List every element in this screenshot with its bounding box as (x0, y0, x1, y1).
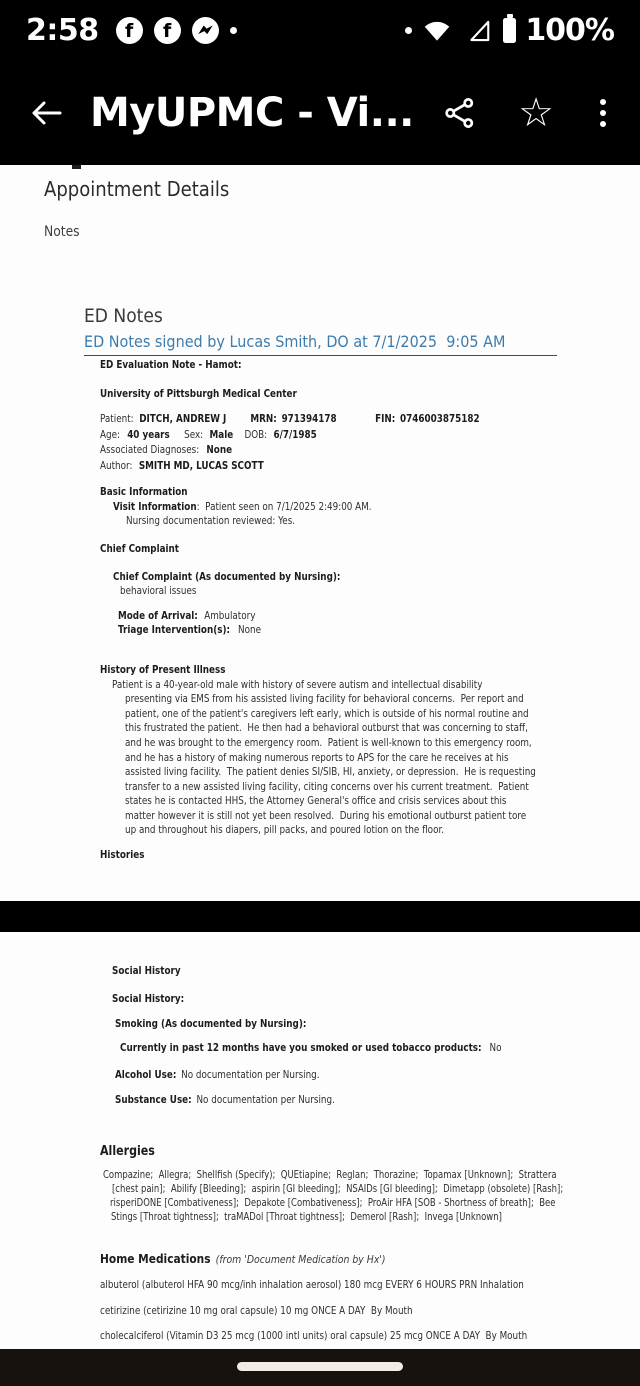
basic-info-heading: Basic Information (100, 485, 188, 499)
smoking-heading: Smoking (As documented by Nursing): (115, 1016, 307, 1030)
basic-info-heading-line (100, 485, 532, 500)
allergy-line: Stings [Throat tightness]; traMADol [Throat tightness]; Demerol [Rash]; Invega [Unknown] (111, 1210, 502, 1223)
overflow-menu-icon (594, 99, 612, 127)
smoking-heading-line (115, 1017, 535, 1032)
social-history-heading-line (112, 964, 534, 979)
home-medications-heading-line (100, 1251, 559, 1267)
allergy-line: risperiDONE [Combativeness]; Depakote [Combativeness]; ProAir HFA [SOB - Shortness of breath]; Bee (110, 1196, 556, 1209)
sex-label: Sex: (184, 427, 204, 441)
gesture-nav-bar (0, 1349, 640, 1386)
social-history-subheading-line (112, 992, 534, 1007)
tobacco-question-label: Currently in past 12 months have you smoked or used tobacco products: (120, 1041, 482, 1055)
hpi-line: transfer to a new assisted living facility, citing concerns over his current treatment. Patient (125, 779, 529, 793)
hpi-line: and he was brought to the emergency room. Patient is well-known to this emergency room, (125, 735, 532, 749)
visit-info-label: Visit Information (113, 499, 197, 513)
arrival-label: Mode of Arrival: (118, 608, 198, 622)
arrival-line (118, 609, 536, 624)
complaint-text: behavioral issues (120, 584, 197, 598)
assoc-diagnoses-label: Associated Diagnoses: (100, 443, 200, 457)
star-icon: ☆ (518, 90, 554, 135)
arrow-left-icon (27, 96, 65, 130)
demographics-line (100, 427, 532, 443)
chief-complaint-heading: Chief Complaint (100, 541, 180, 555)
author-line (100, 458, 532, 474)
page-title: Appointment Details (44, 177, 230, 201)
hpi-heading-line (100, 663, 532, 678)
status-bar-right (405, 13, 614, 48)
allergy-line: Compazine; Allegra; Shellfish (Specify); QUEtiapine; Reglan; Thorazine; Topamax [Unknown]; Strattera (103, 1169, 557, 1182)
status-dot-icon (405, 27, 412, 34)
status-bar (0, 0, 640, 60)
social-history-heading: Social History (112, 963, 181, 977)
facebook-notification-icon (116, 17, 143, 44)
alcohol-value: No documentation per Nursing. (181, 1068, 320, 1082)
mrn-value: 971394178 (281, 412, 337, 426)
ed-note-signed-row (84, 331, 557, 356)
patient-label: Patient: (100, 412, 134, 426)
medication-item: cetirizine (cetirizine 10 mg oral capsule) 10 mg ONCE A DAY By Mouth (100, 1303, 413, 1317)
header-actions (442, 90, 612, 135)
social-history-subheading: Social History: (112, 992, 185, 1006)
note-type: ED Evaluation Note - Hamot: (100, 358, 242, 371)
app-header (0, 60, 640, 165)
visit-info-value: : Patient seen on 7/1/2025 2:49:00 AM. (196, 499, 372, 513)
messenger-notification-icon (192, 17, 219, 44)
battery-icon (503, 18, 516, 43)
patient-line (100, 411, 532, 427)
share-icon (442, 95, 478, 131)
ed-notes-heading: ED Notes (84, 305, 163, 327)
home-medications-heading-note: (from 'Document Medication by Hx') (215, 1253, 386, 1267)
bookmark-button[interactable] (518, 90, 554, 135)
cc-nursing-heading-line (113, 570, 535, 585)
triage-label: Triage Intervention(s): (118, 623, 231, 637)
arrival-value: Ambulatory (204, 608, 256, 622)
age-label: Age: (100, 427, 120, 441)
messenger-bolt-icon (192, 17, 219, 44)
triage-value: None (238, 623, 261, 637)
webview-content (0, 165, 640, 1386)
back-button[interactable] (24, 91, 68, 135)
hpi-line: Patient is a 40-year-old male with history of severe autism and intellectual disability (112, 677, 483, 691)
author-value: SMITH MD, LUCAS SCOTT (138, 458, 264, 472)
histories-heading-line (100, 848, 532, 863)
home-indicator[interactable] (237, 1362, 403, 1371)
sex-value: Male (209, 427, 234, 441)
diagnoses-line (100, 442, 532, 458)
patient-name: DITCH, ANDREW J (139, 412, 227, 426)
hpi-line: matter however it is still not yet been resolved. During his emotional outburst patient tore (125, 808, 527, 822)
battery-percent: 100% (525, 12, 614, 48)
substance-line (115, 1093, 535, 1108)
dob-label: DOB: (244, 427, 268, 441)
alcohol-line (115, 1068, 535, 1083)
chief-complaint-heading-line (100, 542, 532, 557)
status-time: 2:58 (26, 12, 99, 48)
mrn-label: MRN: (250, 412, 277, 426)
share-button[interactable] (442, 95, 478, 131)
medication-item: cholecalciferol (Vitamin D3 25 mcg (1000 intl units) oral capsule) 25 mcg ONCE A DAY By Mouth (100, 1329, 528, 1343)
facebook-f-glyph-2: f (162, 19, 172, 42)
wifi-icon (421, 15, 453, 45)
facebook-notification-icon-2 (154, 17, 181, 44)
ed-note-signed-link[interactable]: ED Notes signed by Lucas Smith, DO at 7/1/2025 9:05 AM (84, 332, 506, 351)
notes-label: Notes (44, 224, 80, 240)
dob-value: 6/7/1985 (273, 427, 317, 441)
cc-nursing-heading: Chief Complaint (As documented by Nursing): (113, 569, 341, 583)
hpi-line: assisted living facility. The patient denies SI/SIB, HI, anxiety, or depression. He is requesting (125, 765, 536, 779)
triage-line (118, 623, 536, 638)
medication-item: albuterol (albuterol HFA 90 mcg/inh inhalation aerosol) 180 mcg EVERY 6 HOURS PRN Inhalation (100, 1278, 524, 1292)
hpi-line: patient, one of the patient's caregivers left early, which is outside of his normal routine and (125, 706, 529, 720)
fin-label: FIN: (375, 412, 396, 426)
page-header-title: MyUPMC - Vi... (90, 89, 414, 136)
visit-info-line (113, 500, 535, 515)
hpi-line: this frustrated the patient. He then had a behavioral outburst that was concerning to staff, (125, 721, 528, 735)
overflow-menu-button[interactable] (594, 99, 612, 127)
assoc-diagnoses-value: None (206, 443, 233, 457)
author-label: Author: (100, 458, 133, 472)
age-value: 40 years (127, 427, 170, 441)
substance-value: No documentation per Nursing. (196, 1092, 335, 1106)
hpi-heading: History of Present Illness (100, 662, 226, 676)
allergy-line: [chest pain]; Abilify [Bleeding]; aspirin [GI bleeding]; NSAIDs [GI bleeding]; Dimetapp (obsolete) [Rash]; (112, 1183, 564, 1196)
hpi-line: states he is contacted HHS, the Attorney General's office and crisis services about this (125, 794, 507, 808)
facility-line (100, 387, 532, 402)
home-medications-heading: Home Medications (100, 1251, 211, 1267)
histories-heading: Histories (100, 848, 145, 862)
nursing-doc-line: Nursing documentation reviewed: Yes. (126, 514, 296, 528)
substance-label: Substance Use: (115, 1092, 192, 1106)
redaction-bar (0, 901, 640, 932)
alcohol-label: Alcohol Use: (115, 1068, 177, 1082)
facebook-f-glyph: f (124, 19, 134, 42)
hpi-line: and he has a history of making numerous reports to APS for the care he receives at his (125, 750, 509, 764)
allergies-heading-line (100, 1144, 559, 1160)
notification-dot-icon (230, 27, 237, 34)
clipped-text-artifact (72, 165, 81, 169)
facility-name: University of Pittsburgh Medical Center (100, 386, 297, 400)
tobacco-question-value: No (489, 1041, 502, 1055)
allergies-heading: Allergies (100, 1144, 155, 1160)
hpi-line: presenting via EMS from his assisted living facility for behavioral concerns. Per report and (125, 692, 524, 706)
fin-value: 0746003875182 (400, 412, 480, 426)
cell-signal-icon (462, 15, 492, 45)
hpi-line: up and throughout his diapers, pill packs, and poured lotion on the floor. (125, 823, 445, 837)
tobacco-question-line (120, 1041, 536, 1056)
note-type-line (100, 358, 532, 373)
